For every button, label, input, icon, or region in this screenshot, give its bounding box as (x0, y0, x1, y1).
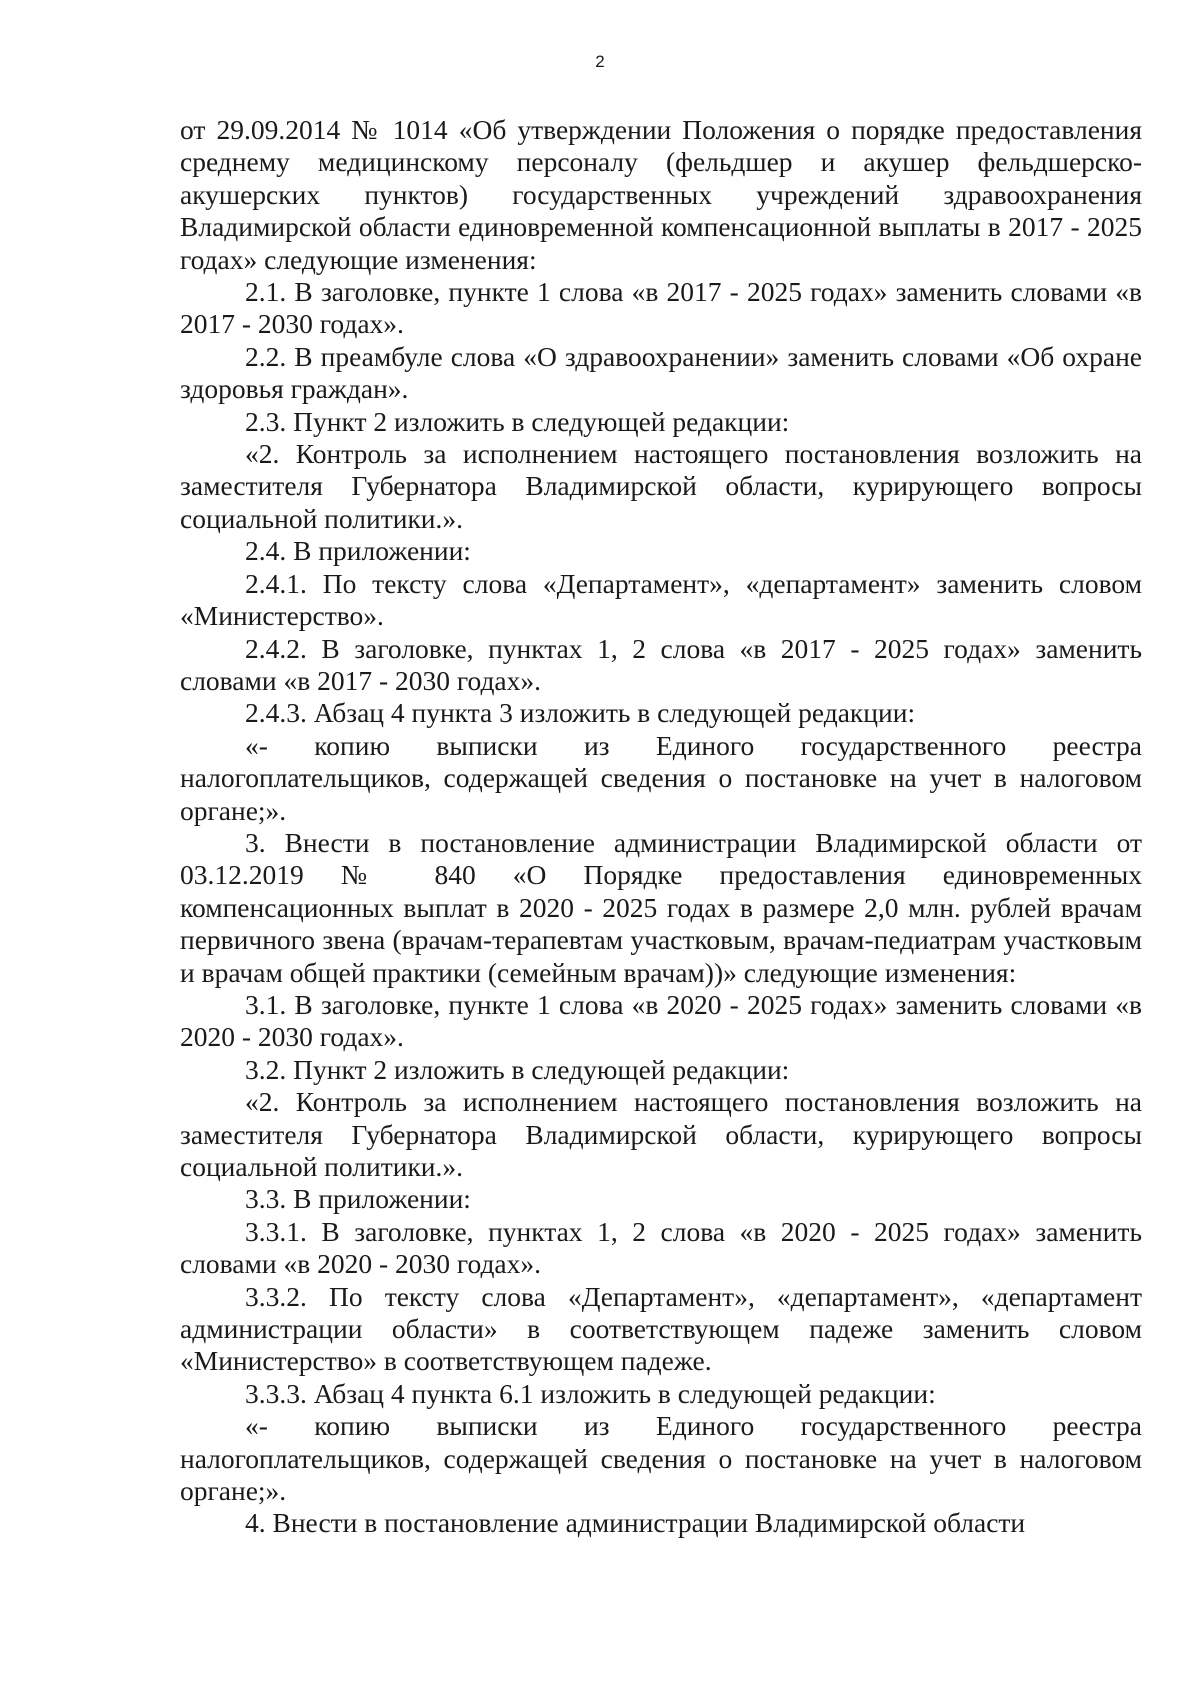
paragraph-2-4-3-quote: «- копию выписки из Единого государственного реестра налогоплательщиков, содержащей сведения о постановке на учет в налоговом органе;». (180, 729, 1142, 826)
paragraph-3-2: 3.2. Пункт 2 изложить в следующей редакции: (245, 1053, 790, 1085)
paragraph-3-3-2: 3.3.2. По тексту слова «Департамент», «департамент», «департамент администрации области» в соответствующем падеже заменить словом «Министерство» в соответствующем падеже. (180, 1280, 1142, 1377)
paragraph-continuation: от 29.09.2014 № 1014 «Об утверждении Положения о порядке предоставления среднему медицинскому персоналу (фельдшер и акушер фельдшерско-акушерских пунктов) государственных учреждений здравоохранения Владимирской области единовременной компенсационной выплаты в 2017 - 2025 годах» следующие изменения: (180, 114, 1142, 275)
paragraph-2-4-3: 2.4.3. Абзац 4 пункта 3 изложить в следующей редакции: (245, 697, 916, 729)
paragraph-2-1: 2.1. В заголовке, пункте 1 слова «в 2017 - 2025 годах» заменить словами «в 2017 - 2030 годах». (180, 276, 1142, 340)
paragraph-3-1: 3.1. В заголовке, пункте 1 слова «в 2020 - 2025 годах» заменить словами «в 2020 - 2030 годах». (180, 988, 1142, 1053)
paragraph-3-3-1: 3.3.1. В заголовке, пунктах 1, 2 слова «в 2020 - 2025 годах» заменить словами «в 2020 - 2030 годах». (180, 1215, 1142, 1280)
paragraph-3: 3. Внести в постановление администрации Владимирской области от 03.12.2019 № 840 «О Порядке предоставления единовременных компенсационных выплат в 2020 - 2025 годах в размере 2,0 млн. рублей врачам первичного звена (врачам-терапевтам участковым, врачам-педиатрам участковым и врачам общей практики (семейным врачам))» следующие изменения: (180, 826, 1142, 988)
paragraph-2-3-quote: «2. Контроль за исполнением настоящего постановления возложить на заместителя Губернатора Владимирской области, курирующего вопросы социальной политики.». (180, 438, 1142, 534)
paragraph-3-3-3: 3.3.3. Абзац 4 пункта 6.1 изложить в следующей редакции: (245, 1377, 936, 1409)
paragraph-3-3-3-quote: «- копию выписки из Единого государственного реестра налогоплательщиков, содержащей сведения о постановке на учет в налоговом органе;». (180, 1410, 1142, 1507)
paragraph-3-3: 3.3. В приложении: (245, 1183, 471, 1215)
paragraph-2-4: 2.4. В приложении: (245, 535, 471, 567)
paragraph-2-2: 2.2. В преамбуле слова «О здравоохранении» заменить словами «Об охране здоровья граждан». (180, 340, 1142, 405)
paragraph-3-2-quote: «2. Контроль за исполнением настоящего постановления возложить на заместителя Губернатора Владимирской области, курирующего вопросы социальной политики.». (180, 1086, 1142, 1182)
paragraph-2-4-1: 2.4.1. По тексту слова «Департамент», «департамент» заменить словом «Министерство». (180, 567, 1142, 632)
paragraph-2-4-2: 2.4.2. В заголовке, пунктах 1, 2 слова «в 2017 - 2025 годах» заменить словами «в 2017 - 2030 годах». (180, 632, 1142, 696)
paragraph-2-3: 2.3. Пункт 2 изложить в следующей редакции: (245, 405, 790, 437)
document-body (180, 114, 1142, 1540)
paragraph-4: 4. Внести в постановление администрации Владимирской области (245, 1507, 1026, 1539)
page-number: 2 (595, 52, 605, 71)
